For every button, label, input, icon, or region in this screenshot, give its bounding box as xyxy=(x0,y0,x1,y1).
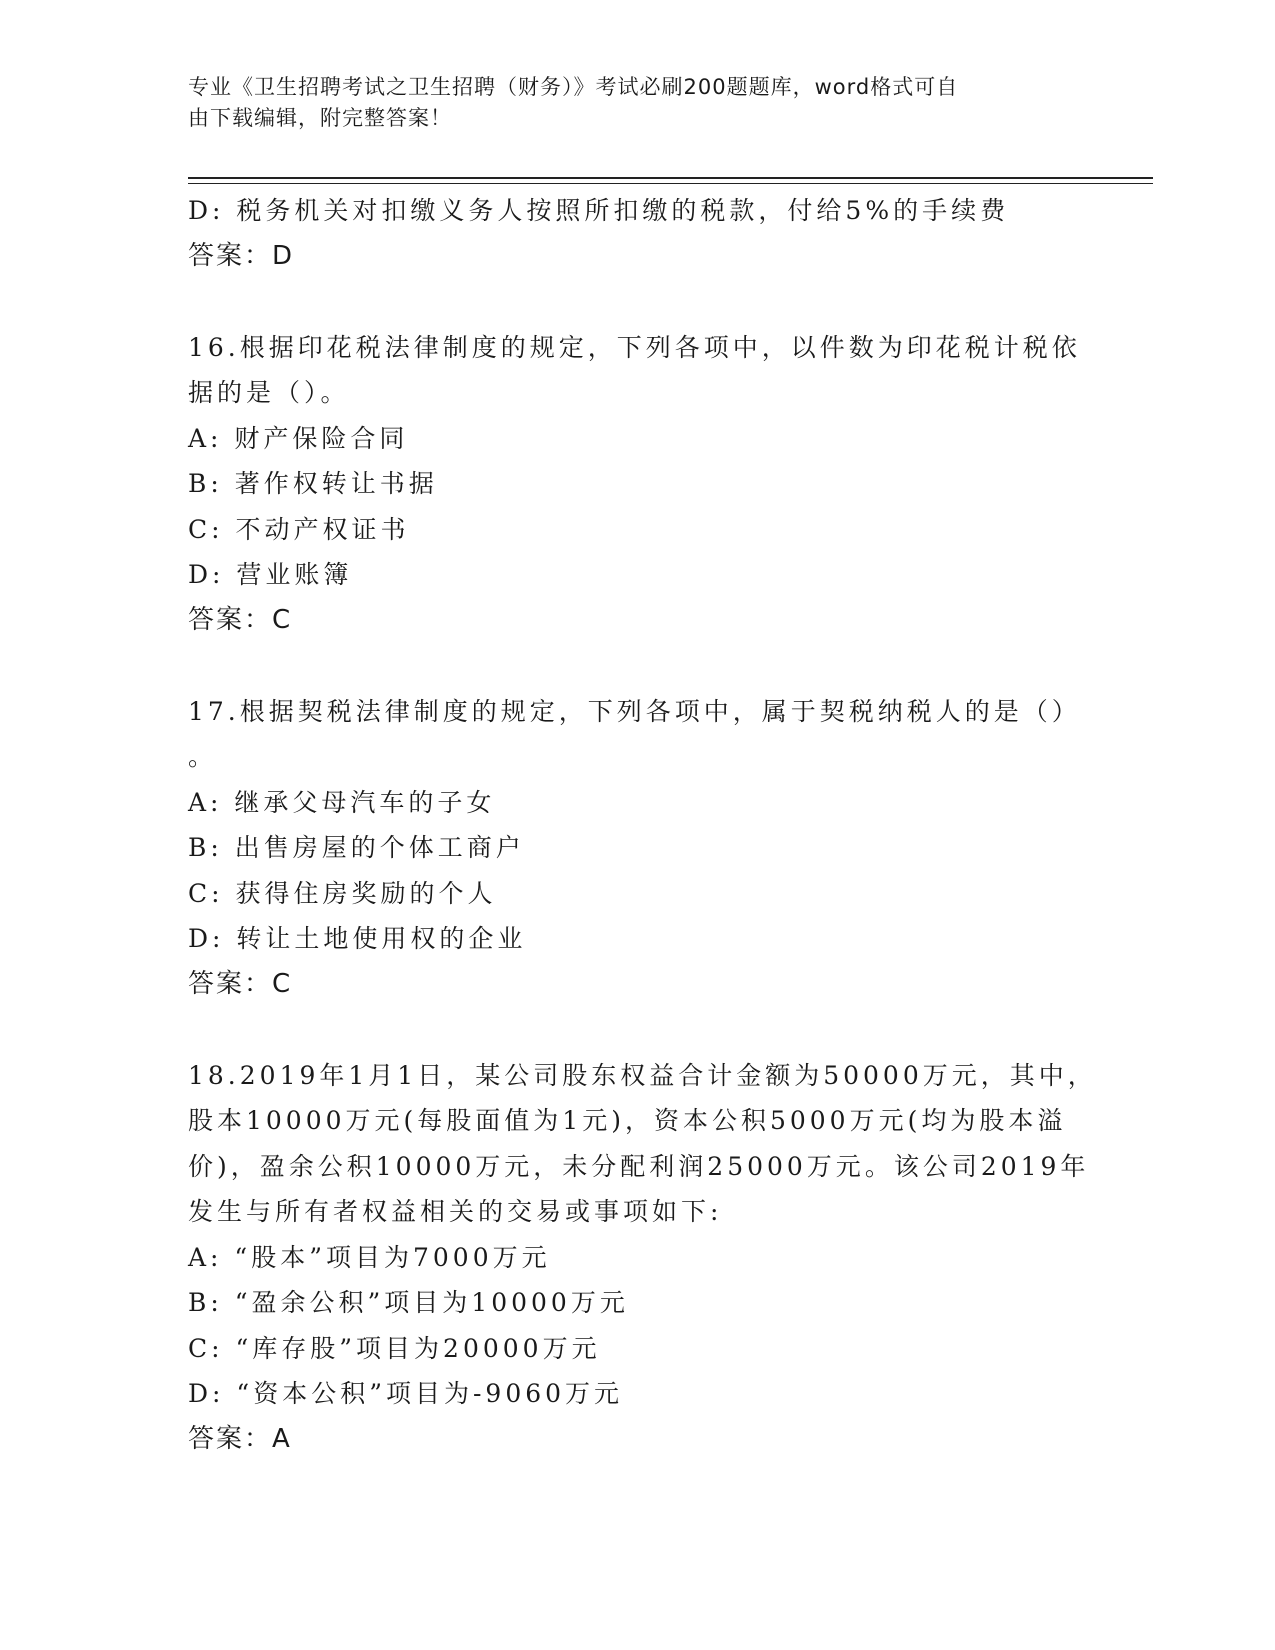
option-b: B: 著作权转让书据 xyxy=(188,469,438,498)
previous-question-tail xyxy=(188,188,1088,279)
question-stem: 价)，盈余公积10000万元，未分配利润25000万元。该公司2019年 xyxy=(188,1151,1090,1181)
answer-line: 答案：C xyxy=(188,968,293,999)
question-stem: 股本10000万元(每股面值为1元)，资本公积5000万元(均为股本溢 xyxy=(188,1106,1067,1135)
spacer xyxy=(188,279,1088,325)
question-stem: 发生与所有者权益相关的交易或事项如下: xyxy=(188,1197,723,1226)
option-c: C: 获得住房奖励的个人 xyxy=(188,878,497,908)
spacer xyxy=(188,643,1088,689)
option-a: A: 财产保险合同 xyxy=(188,423,409,453)
answer-line: 答案：D xyxy=(188,240,295,271)
question-18 xyxy=(188,1053,1097,1463)
answer-line: 答案：C xyxy=(188,604,293,635)
option-d: D: 税务机关对扣缴义务人按照所扣缴的税款，付给5%的手续费 xyxy=(188,196,1010,225)
question-content xyxy=(188,188,1097,1462)
question-stem: 17.根据契税法律制度的规定，下列各项中，属于契税纳税人的是（） xyxy=(188,696,1081,726)
option-a: A: “股本”项目为7000万元 xyxy=(188,1242,551,1272)
option-c: C: “库存股”项目为20000万元 xyxy=(188,1333,601,1363)
option-b: B: “盈余公积”项目为10000万元 xyxy=(188,1288,629,1317)
question-stem: 16.根据印花税法律制度的规定，下列各项中，以件数为印花税计税依 xyxy=(188,332,1081,362)
header-line-2: 由下载编辑，附完整答案！ xyxy=(188,106,452,130)
question-stem: 18.2019年1月1日，某公司股东权益合计金额为50000万元，其中， xyxy=(188,1060,1097,1090)
option-d: D: 营业账簿 xyxy=(188,560,353,589)
header-divider-thin xyxy=(188,183,1153,184)
option-b: B: 出售房屋的个体工商户 xyxy=(188,833,525,862)
answer-line: 答案：A xyxy=(188,1423,292,1454)
question-stem: 。 xyxy=(188,742,218,771)
header-line-1: 专业《卫生招聘考试之卫生招聘（财务）》考试必刷200题题库，word格式可自 xyxy=(188,75,959,99)
question-stem: 据的是（）。 xyxy=(188,378,350,407)
option-d: D: 转让土地使用权的企业 xyxy=(188,924,527,953)
spacer xyxy=(188,1007,1088,1053)
option-a: A: 继承父母汽车的子女 xyxy=(188,787,496,817)
question-16 xyxy=(188,325,1088,644)
document-header xyxy=(188,72,1068,134)
option-c: C: 不动产权证书 xyxy=(188,514,410,544)
question-17 xyxy=(188,689,1088,1008)
option-d: D: “资本公积”项目为-9060万元 xyxy=(188,1379,624,1408)
header-divider-thick xyxy=(188,177,1153,179)
